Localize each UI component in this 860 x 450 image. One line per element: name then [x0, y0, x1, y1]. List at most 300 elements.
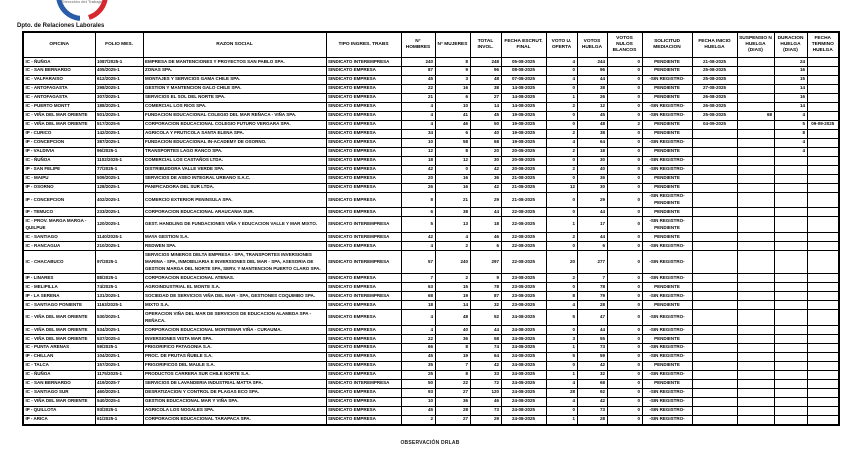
- table-cell: SINDICATO EMPRESA: [326, 208, 401, 217]
- table-row: [23, 129, 839, 138]
- table-cell: IC - VALPARAISO: [23, 75, 95, 84]
- table-cell: IP - LA SERENA: [23, 292, 95, 301]
- table-cell: 30: [577, 156, 607, 165]
- table-cell: 26-08-2025: [692, 102, 737, 111]
- table-cell: [774, 183, 807, 192]
- table-cell: TRANSPORTES LAGO RANCO SPA.: [143, 147, 326, 156]
- table-cell: -SIN REGISTRO-: [642, 138, 692, 147]
- table-cell: [737, 208, 774, 217]
- table-cell: 05-08-2025: [501, 58, 546, 67]
- table-cell: 25: [401, 370, 435, 379]
- table-cell: 22: [401, 84, 435, 93]
- table-row: [23, 66, 839, 75]
- table-cell: 8: [435, 147, 470, 156]
- table-cell: SINDICATO EMPRESA: [326, 274, 401, 283]
- table-cell: 131/2025-1: [95, 292, 143, 301]
- table-cell: 8: [774, 129, 807, 138]
- table-cell: 42: [401, 233, 435, 242]
- table-cell: 19: [435, 352, 470, 361]
- table-cell: 34: [401, 129, 435, 138]
- table-cell: 68: [470, 138, 501, 147]
- footer-caption: OBSERVACIÓN DRLAB: [400, 440, 460, 446]
- table-cell: 8: [401, 192, 435, 208]
- table-row: [23, 75, 839, 84]
- table-cell: SINDICATO EMPRESA: [326, 326, 401, 335]
- table-cell: [807, 147, 839, 156]
- table-cell: SINDICATO EMPRESA: [326, 84, 401, 93]
- table-cell: 88/2025-1: [95, 274, 143, 283]
- table-cell: [692, 192, 737, 208]
- table-cell: 44: [577, 233, 607, 242]
- table-cell: SINDICATO INTEREMPRESA: [326, 251, 401, 274]
- table-cell: 23-08-2025: [501, 292, 546, 301]
- table-cell: 24-08-2025: [501, 388, 546, 397]
- table-cell: 2: [435, 274, 470, 283]
- table-cell: PENDIENTE: [642, 174, 692, 183]
- table-cell: [774, 283, 807, 292]
- table-cell: PENDIENTE: [642, 129, 692, 138]
- table-cell: 23-08-2025: [501, 283, 546, 292]
- table-cell: 0: [607, 183, 642, 192]
- table-cell: 20-08-2025: [501, 156, 546, 165]
- table-cell: 40: [577, 165, 607, 174]
- table-cell: 6: [401, 208, 435, 217]
- table-cell: 530/2025-1: [95, 310, 143, 326]
- table-cell: 32: [577, 370, 607, 379]
- table-cell: [774, 406, 807, 415]
- table-cell: [692, 217, 737, 233]
- table-cell: CORPORACION EDUCACIONAL MONTEMAR VIÑA - CURAUMA.: [143, 326, 326, 335]
- table-row: [23, 165, 839, 174]
- table-cell: 96: [577, 66, 607, 75]
- table-cell: PENDIENTE: [642, 233, 692, 242]
- table-cell: 3: [546, 335, 577, 344]
- table-cell: IC - PUNTA ARENAS: [23, 343, 95, 352]
- table-cell: [807, 208, 839, 217]
- table-cell: 0: [607, 58, 642, 67]
- table-cell: 0: [607, 233, 642, 242]
- table-cell: PENDIENTE: [642, 58, 692, 67]
- table-cell: -SIN REGISTRO- PENDIENTE: [642, 217, 692, 233]
- table-cell: AGRICOLA Y FRUTICOLA SANTA ELENA SPA.: [143, 129, 326, 138]
- table-cell: [692, 138, 737, 147]
- table-cell: [692, 283, 737, 292]
- table-cell: [692, 361, 737, 370]
- table-cell: FRIGORIFICO PATAGONIA S.A.: [143, 343, 326, 352]
- table-cell: 5: [774, 120, 807, 129]
- table-cell: CORPORACION EDUCACIONAL ARAUCANIA SUR.: [143, 208, 326, 217]
- table-cell: 0: [546, 242, 577, 251]
- table-cell: 15: [435, 283, 470, 292]
- table-cell: [692, 183, 737, 192]
- table-cell: SINDICATO EMPRESA: [326, 147, 401, 156]
- table-cell: 58: [470, 335, 501, 344]
- table-row: [23, 379, 839, 388]
- table-row: [23, 274, 839, 283]
- table-cell: [807, 174, 839, 183]
- table-cell: 24-08-2025: [501, 397, 546, 406]
- table-cell: 58: [435, 138, 470, 147]
- table-cell: [692, 301, 737, 310]
- table-cell: 0: [607, 274, 642, 283]
- table-cell: 08-08-2025: [501, 66, 546, 75]
- table-cell: 44: [470, 208, 501, 217]
- table-row: [23, 251, 839, 274]
- table-cell: [692, 415, 737, 424]
- table-cell: [807, 292, 839, 301]
- table-cell: [807, 84, 839, 93]
- table-cell: 8: [546, 292, 577, 301]
- table-cell: 1102/2025-1: [95, 156, 143, 165]
- table-cell: 128/2025-1: [95, 183, 143, 192]
- table-cell: 42: [470, 361, 501, 370]
- table-cell: 277: [577, 251, 607, 274]
- table-cell: [737, 174, 774, 183]
- table-cell: [807, 379, 839, 388]
- table-cell: 24-08-2025: [501, 352, 546, 361]
- table-cell: [807, 66, 839, 75]
- table-cell: 19-08-2025: [501, 111, 546, 120]
- table-cell: 18: [577, 147, 607, 156]
- table-cell: SINDICATO EMPRESA: [326, 370, 401, 379]
- table-cell: -SIN REGISTRO-: [642, 102, 692, 111]
- table-cell: [737, 415, 774, 424]
- table-row: [23, 120, 839, 129]
- table-row: [23, 156, 839, 165]
- table-cell: 44: [470, 326, 501, 335]
- table-row: [23, 217, 839, 233]
- column-header: VOTO U. OFERTA: [546, 32, 577, 58]
- table-cell: [692, 292, 737, 301]
- table-cell: 1: [546, 217, 577, 233]
- table-cell: INVERSIONES VISTA MAR SPA.: [143, 335, 326, 344]
- table-row: [23, 343, 839, 352]
- table-cell: 45: [401, 75, 435, 84]
- table-cell: SERVICIOS EL SOL DEL NORTE SPA.: [143, 93, 326, 102]
- table-cell: CORPORACION EDUCACIONAL TARAPACA SPA.: [143, 415, 326, 424]
- table-cell: -SIN REGISTRO-: [642, 75, 692, 84]
- table-cell: 73: [470, 406, 501, 415]
- table-cell: 27: [435, 388, 470, 397]
- table-cell: [807, 406, 839, 415]
- table-cell: 87: [401, 66, 435, 75]
- table-cell: [807, 415, 839, 424]
- table-cell: 4: [401, 102, 435, 111]
- table-cell: 0: [607, 208, 642, 217]
- table-cell: 64: [470, 352, 501, 361]
- table-cell: [737, 283, 774, 292]
- table-cell: SINDICATO EMPRESA: [326, 183, 401, 192]
- table-cell: IC - CHACABUCO: [23, 251, 95, 274]
- table-cell: 21-08-2025: [501, 174, 546, 183]
- table-cell: 16: [774, 66, 807, 75]
- table-cell: 38: [470, 84, 501, 93]
- table-cell: 59/2025-1: [95, 343, 143, 352]
- table-cell: [807, 274, 839, 283]
- table-cell: 0: [607, 165, 642, 174]
- table-cell: 0: [607, 352, 642, 361]
- table-cell: 0: [546, 156, 577, 165]
- table-cell: [807, 242, 839, 251]
- table-cell: 19: [435, 292, 470, 301]
- table-cell: 14: [435, 301, 470, 310]
- table-cell: [807, 156, 839, 165]
- table-cell: 0: [607, 66, 642, 75]
- table-cell: [807, 397, 839, 406]
- table-cell: 6: [435, 129, 470, 138]
- table-cell: 612/2025-1: [95, 75, 143, 84]
- table-cell: [807, 75, 839, 84]
- table-row: [23, 326, 839, 335]
- table-cell: 25-08-2025: [692, 66, 737, 75]
- table-row: [23, 58, 839, 67]
- table-cell: [774, 301, 807, 310]
- table-cell: AGRICOLA LOS NOGALES SPA.: [143, 406, 326, 415]
- table-row: [23, 335, 839, 344]
- table-cell: 20: [546, 251, 577, 274]
- table-cell: 402/2025-1: [95, 192, 143, 208]
- table-cell: 2: [546, 147, 577, 156]
- table-cell: 1140/2025-1: [95, 233, 143, 242]
- table-cell: 0: [607, 102, 642, 111]
- table-cell: 9: [435, 66, 470, 75]
- table-cell: -SIN REGISTRO-: [642, 156, 692, 165]
- table-row: [23, 406, 839, 415]
- table-cell: -SIN REGISTRO-: [642, 242, 692, 251]
- table-cell: [807, 183, 839, 192]
- table-cell: [692, 388, 737, 397]
- table-cell: [692, 147, 737, 156]
- column-header: FECHA TERMINO HUELGA: [807, 32, 839, 58]
- table-cell: 0: [546, 111, 577, 120]
- table-cell: [807, 335, 839, 344]
- table-cell: 45: [470, 111, 501, 120]
- table-cell: 1: [546, 370, 577, 379]
- table-header-row: [23, 32, 839, 58]
- table-cell: 0: [607, 283, 642, 292]
- table-cell: 47: [577, 310, 607, 326]
- table-row: [23, 397, 839, 406]
- table-cell: [692, 129, 737, 138]
- table-cell: 14-08-2025: [501, 84, 546, 93]
- table-cell: IC - ANTOFAGASTA: [23, 93, 95, 102]
- table-cell: 16: [435, 174, 470, 183]
- dt-logo-text: Dirección del Trabajo: [61, 0, 103, 4]
- table-cell: [807, 343, 839, 352]
- table-cell: 96: [470, 66, 501, 75]
- table-cell: 72: [470, 379, 501, 388]
- table-cell: [737, 335, 774, 344]
- table-cell: 460/2025-1: [95, 388, 143, 397]
- table-cell: IC - RANCAGUA: [23, 242, 95, 251]
- table-cell: 24-08-2025: [501, 310, 546, 326]
- table-cell: IP - TEMUCO: [23, 208, 95, 217]
- table-cell: IC - MAIPU: [23, 174, 95, 183]
- table-cell: [807, 93, 839, 102]
- table-cell: 0: [607, 156, 642, 165]
- table-cell: 15: [774, 75, 807, 84]
- table-cell: 307/2025-1: [95, 93, 143, 102]
- table-cell: 387/2025-1: [95, 138, 143, 147]
- table-cell: FUNDACION EDUCACIONAL IN-ACADEMY DE OSORNO.: [143, 138, 326, 147]
- table-cell: 6: [435, 93, 470, 102]
- table-cell: PENDIENTE: [642, 283, 692, 292]
- table-cell: SINDICATO EMPRESA: [326, 138, 401, 147]
- table-cell: 77/2025-1: [95, 165, 143, 174]
- table-cell: 24-08-2025: [501, 379, 546, 388]
- table-cell: 509/2025-1: [95, 174, 143, 183]
- table-cell: [774, 361, 807, 370]
- table-cell: [774, 343, 807, 352]
- table-cell: [737, 75, 774, 84]
- table-cell: 4: [546, 75, 577, 84]
- table-cell: COMERCIAL LOS RIOS SPA.: [143, 102, 326, 111]
- table-cell: [737, 120, 774, 129]
- table-cell: [737, 165, 774, 174]
- table-cell: [737, 370, 774, 379]
- table-cell: 96/2025-1: [95, 147, 143, 156]
- table-cell: [737, 84, 774, 93]
- table-cell: SINDICATO EMPRESA: [326, 242, 401, 251]
- table-cell: 14-08-2025: [501, 93, 546, 102]
- table-cell: 0: [546, 120, 577, 129]
- table-cell: [774, 326, 807, 335]
- table-cell: [737, 147, 774, 156]
- table-cell: 93/2025-1: [95, 406, 143, 415]
- table-cell: 28: [546, 388, 577, 397]
- table-cell: 2: [546, 274, 577, 283]
- table-cell: 5: [401, 217, 435, 233]
- table-cell: [807, 233, 839, 242]
- table-cell: 4: [401, 310, 435, 326]
- table-row: [23, 192, 839, 208]
- table-cell: 2: [607, 120, 642, 129]
- table-cell: SINDICATO EMPRESA: [326, 93, 401, 102]
- table-cell: GEST. HANDLING DE FUNDACIONES VIÑA Y EDUCACION VALLE Y MAR MIXTO.: [143, 217, 326, 233]
- table-cell: [692, 233, 737, 242]
- table-cell: 2: [401, 415, 435, 424]
- table-cell: 0: [546, 208, 577, 217]
- column-header: N° MUJERES: [435, 32, 470, 58]
- table-row: [23, 233, 839, 242]
- table-cell: SINDICATO EMPRESA: [326, 192, 401, 208]
- table-cell: 36: [470, 174, 501, 183]
- table-cell: 28: [577, 301, 607, 310]
- table-row: [23, 301, 839, 310]
- table-cell: IC - SANTIAGO SUR: [23, 388, 95, 397]
- table-cell: 2: [546, 233, 577, 242]
- table-cell: 534/2025-1: [95, 326, 143, 335]
- table-cell: 4: [401, 326, 435, 335]
- table-cell: IP - ARICA: [23, 415, 95, 424]
- table-cell: [692, 242, 737, 251]
- table-cell: 0: [607, 326, 642, 335]
- table-cell: 57: [401, 251, 435, 274]
- table-cell: [807, 58, 839, 67]
- table-cell: [692, 397, 737, 406]
- table-cell: 2: [546, 165, 577, 174]
- table-cell: [737, 129, 774, 138]
- table-cell: 0: [607, 406, 642, 415]
- table-cell: [737, 292, 774, 301]
- table-cell: 42: [401, 165, 435, 174]
- table-cell: 0: [435, 165, 470, 174]
- table-row: [23, 102, 839, 111]
- table-cell: 210/2025-1: [95, 242, 143, 251]
- table-cell: 21-08-2025: [501, 183, 546, 192]
- table-cell: 1: [546, 93, 577, 102]
- table-cell: 50: [401, 379, 435, 388]
- table-cell: PROC. DE FRUTAS ÑUBLE S.A.: [143, 352, 326, 361]
- table-cell: SINDICATO EMPRESA: [326, 129, 401, 138]
- table-cell: 22-08-2025: [501, 233, 546, 242]
- table-cell: [737, 58, 774, 67]
- table-cell: IC - VIÑA DEL MAR ORIENTE: [23, 335, 95, 344]
- table-cell: 4: [546, 301, 577, 310]
- table-cell: 19-08-2025: [501, 138, 546, 147]
- table-cell: [774, 251, 807, 274]
- table-cell: IC - SANTIAGO PONIENTE: [23, 301, 95, 310]
- table-cell: SERVICIOS MINEROS DELTA EMPRESA - SPA, TRANSPORTES INVERSIONES MARINA - SPA, INMOBILIARIA E INVERSIONES DEL MAR - SPA, ASESORIA DE GESTION MARGA DEL NORTE SPA, SERV. Y MANTENCION PUERTO CLARO SPA.: [143, 251, 326, 274]
- table-cell: [774, 379, 807, 388]
- table-cell: 22-08-2025: [501, 242, 546, 251]
- table-cell: REDWEN SPA.: [143, 242, 326, 251]
- table-cell: 14: [470, 102, 501, 111]
- table-cell: 24-08-2025: [501, 370, 546, 379]
- table-cell: [692, 274, 737, 283]
- table-cell: 74/2025-1: [95, 283, 143, 292]
- table-cell: 66: [401, 343, 435, 352]
- table-cell: IC - ÑUÑOA: [23, 156, 95, 165]
- table-cell: 0: [607, 93, 642, 102]
- table-cell: 7: [401, 274, 435, 283]
- table-cell: 2: [435, 242, 470, 251]
- table-cell: -SIN REGISTRO-: [642, 397, 692, 406]
- table-cell: 12: [401, 147, 435, 156]
- table-cell: [807, 370, 839, 379]
- table-cell: 61/2025-1: [95, 415, 143, 424]
- table-cell: 120/2025-1: [95, 217, 143, 233]
- table-cell: PANIFICADORA DEL SUR LTDA.: [143, 183, 326, 192]
- table-cell: [807, 361, 839, 370]
- table-cell: 0: [607, 379, 642, 388]
- table-cell: 35: [401, 361, 435, 370]
- table-cell: 40: [470, 129, 501, 138]
- table-cell: 33: [470, 370, 501, 379]
- table-cell: IC - VIÑA DEL MAR ORIENTE: [23, 111, 95, 120]
- table-cell: [737, 310, 774, 326]
- table-cell: 20-08-2025: [501, 147, 546, 156]
- table-cell: SERVICIOS DE ASEO INTEGRAL URBANO S.A.C.: [143, 174, 326, 183]
- table-cell: -SIN REGISTRO-: [642, 352, 692, 361]
- table-cell: [774, 292, 807, 301]
- table-cell: 297: [470, 251, 501, 274]
- table-cell: GESTION EDUCACIONAL MAR Y VIÑA SPA.: [143, 397, 326, 406]
- table-cell: IC - ÑUÑOA: [23, 370, 95, 379]
- table-cell: 21: [435, 192, 470, 208]
- table-cell: SOCIEDAD DE SERVICIOS VIÑA DEL MAR - SPA, GESTIONES COQUIMBO SPA.: [143, 292, 326, 301]
- table-cell: 44: [577, 208, 607, 217]
- table-cell: [807, 301, 839, 310]
- table-cell: 38: [577, 84, 607, 93]
- table-cell: 10: [401, 138, 435, 147]
- table-cell: [737, 343, 774, 352]
- table-cell: 29: [470, 192, 501, 208]
- column-header: FOLIO MES.: [95, 32, 143, 58]
- table-cell: SINDICATO INTEREMPRESA: [326, 379, 401, 388]
- table-cell: PENDIENTE: [642, 335, 692, 344]
- table-cell: 517/2025-6: [95, 120, 143, 129]
